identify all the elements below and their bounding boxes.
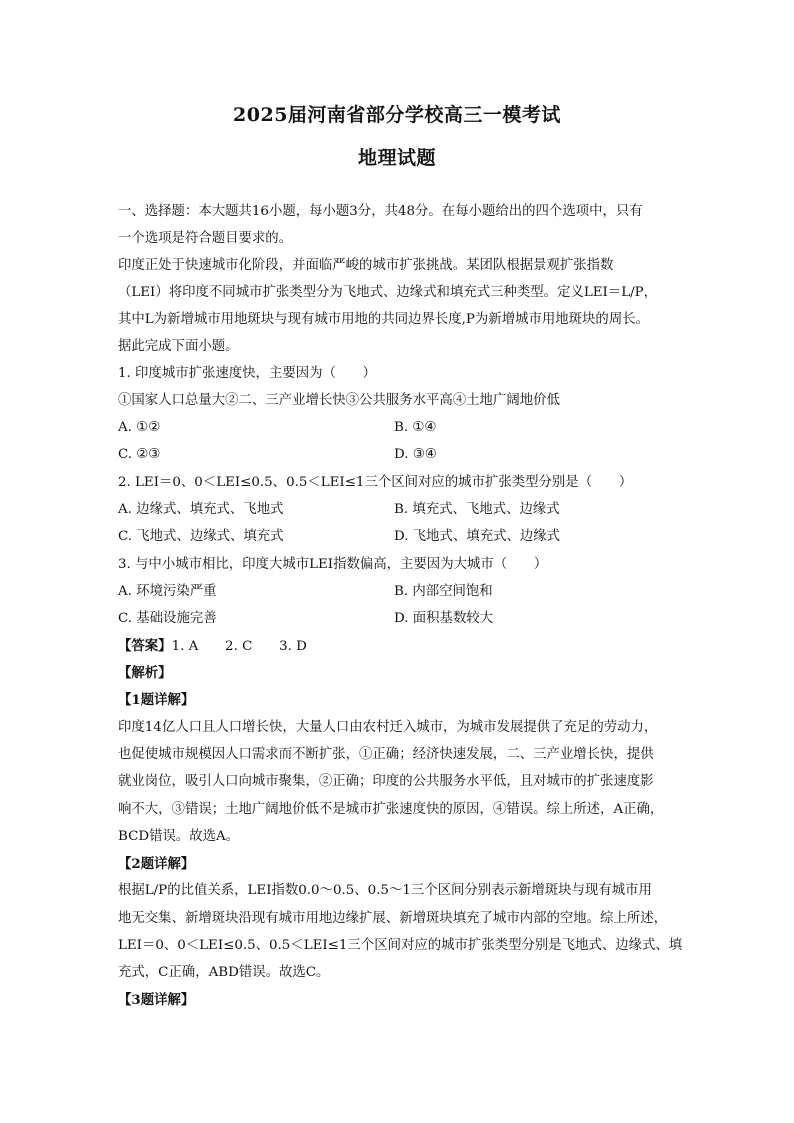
analysis-heading: 【解析】 — [118, 665, 172, 681]
detail-2-line: LEI＝0、0＜LEI≤0.5、0.5＜LEI≤1三个区间对应的城市扩张类型分别是飞地式、边缘式、填 — [118, 938, 683, 953]
question-1-option-d: D. ③④ — [394, 447, 437, 462]
question-1-option-a: A. ①② — [118, 420, 161, 435]
answer-line — [118, 636, 307, 657]
question-2-option-a: A. 边缘式、填充式、飞地式 — [118, 502, 284, 517]
answer-label: 【答案】 — [118, 638, 172, 654]
question-3-option-a: A. 环境污染严重 — [118, 584, 217, 599]
intro-line: 印度正处于快速城市化阶段，并面临严峻的城市扩张挑战。某团队根据景观扩张指数 — [118, 258, 614, 273]
question-1-stem: 1. 印度城市扩张速度快，主要因为（ ） — [118, 366, 377, 381]
question-1-option-c: C. ②③ — [118, 447, 161, 462]
detail-1-line: 印度14亿人口且人口增长快，大量人口由农村迁入城市，为城市发展提供了充足的劳动力， — [118, 720, 658, 735]
intro-line: （LEI）将印度不同城市扩张类型分为飞地式、边缘式和填充式三种类型。定义LEI＝L/P， — [118, 285, 657, 300]
detail-1-line: BCD错误。故选A。 — [118, 829, 240, 844]
intro-line: 据此完成下面小题。 — [118, 339, 239, 354]
exam-subtitle: 地理试题 — [357, 147, 436, 169]
intro-line: 一个选项是符合题目要求的。 — [118, 231, 293, 246]
detail-2-line: 充式，C正确，ABD错误。故选C。 — [118, 965, 330, 980]
exam-title: 2025届河南省部分学校高三一模考试 — [233, 104, 561, 126]
question-2-option-b: B. 填充式、飞地式、边缘式 — [394, 502, 560, 517]
detail-2-line: 地无交集、新增斑块沿现有城市用地边缘扩展、新增斑块填充了城市内部的空地。综上所述， — [118, 911, 668, 926]
answer-value: 1. A 2. C 3. D — [171, 639, 307, 654]
intro-line: 一、选择题：本大题共16小题，每小题3分，共48分。在每小题给出的四个选项中，只有 — [118, 204, 643, 219]
question-3-option-c: C. 基础设施完善 — [118, 611, 217, 626]
question-1-items: ①国家人口总量大②二、三产业增长快③公共服务水平高④土地广阔地价低 — [118, 393, 560, 408]
question-2-option-c: C. 飞地式、边缘式、填充式 — [118, 529, 284, 544]
question-2-stem: 2. LEI＝0、0＜LEI≤0.5、0.5＜LEI≤1三个区间对应的城市扩张类型分别是（ ） — [118, 475, 633, 490]
detail-2-heading: 【2题详解】 — [118, 856, 195, 872]
question-2-option-d: D. 飞地式、填充式、边缘式 — [394, 529, 561, 544]
question-3-option-b: B. 内部空间饱和 — [394, 584, 493, 599]
intro-line: 其中L为新增城市用地斑块与现有城市用地的共同边界长度,P为新增城市用地斑块的周长。 — [118, 312, 649, 327]
detail-1-line: 响不大，③错误；土地广阔地价低不是城市扩张速度快的原因，④错误。综上所述，A正确， — [118, 802, 664, 817]
detail-1-line: 就业岗位，吸引人口向城市聚集，②正确；印度的公共服务水平低，且对城市的扩张速度影 — [118, 774, 654, 789]
detail-1-line: 也促使城市规模因人口需求而不断扩张，①正确；经济快速发展，二、三产业增长快，提供 — [118, 747, 654, 762]
detail-3-heading: 【3题详解】 — [118, 992, 195, 1008]
detail-2-line: 根据L/P的比值关系，LEI指数0.0～0.5、0.5～1三个区间分别表示新增斑块与现有城市用 — [118, 883, 652, 898]
question-3-stem: 3. 与中小城市相比，印度大城市LEI指数偏高，主要因为大城市（ ） — [118, 557, 548, 572]
question-3-option-d: D. 面积基数较大 — [394, 611, 494, 626]
question-1-option-b: B. ①④ — [394, 420, 437, 435]
detail-1-heading: 【1题详解】 — [118, 692, 195, 708]
